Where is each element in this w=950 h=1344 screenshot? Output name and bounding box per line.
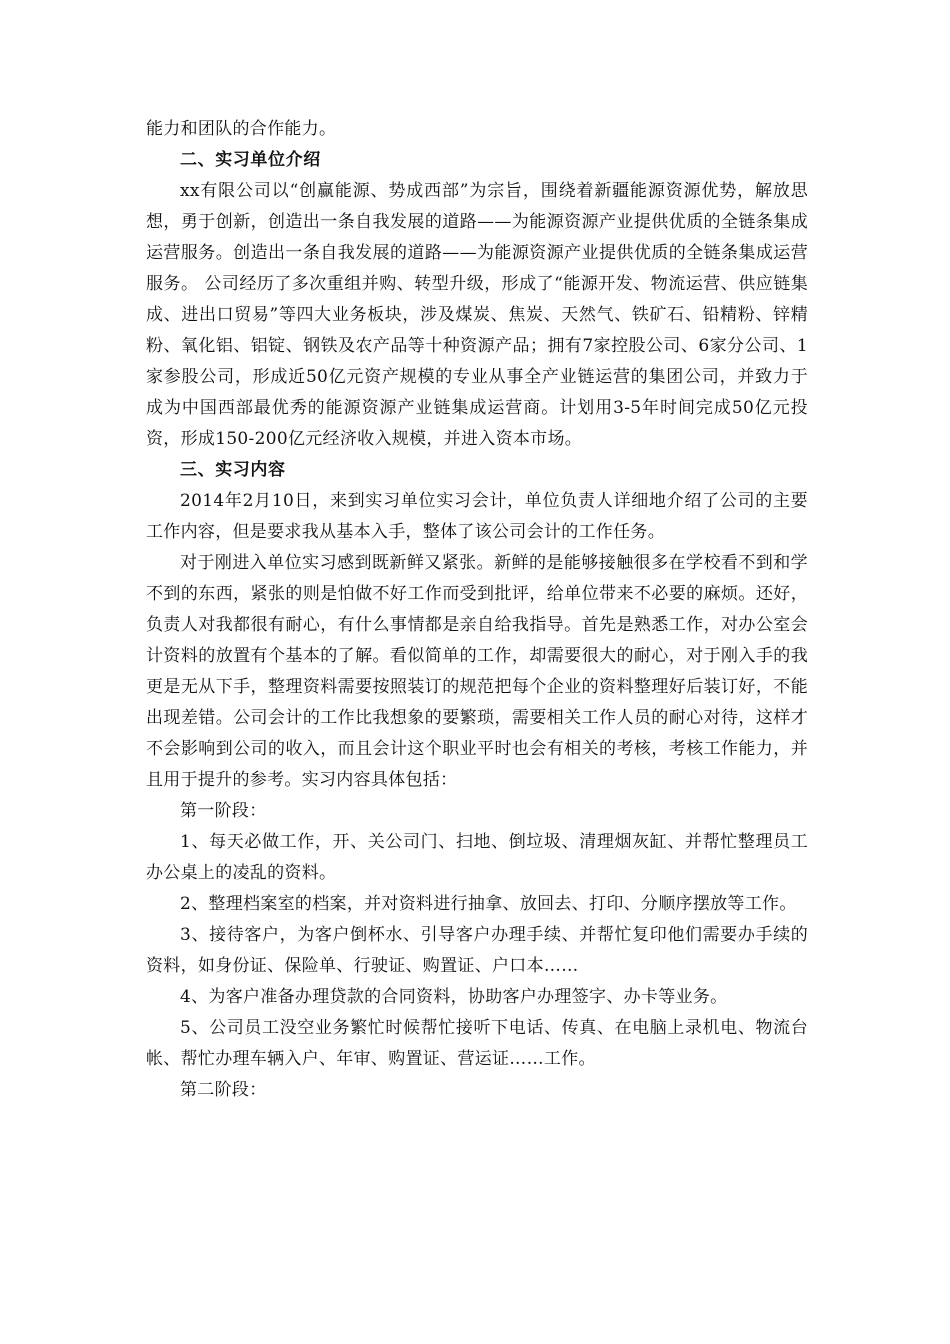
content-paragraph-2: 对于刚进入单位实习感到既新鲜又紧张。新鲜的是能够接触很多在学校看不到和学不到的东西，紧张的则是怕做不好工作而受到批评，给单位带来不必要的麻烦。还好，负责人对我都很有耐心，有什么事情都是亲自给我指导。首先是熟悉工作，对办公室会计资料的放置有个基本的了解。看似简单的工作，却需要很大的耐心，对于刚入手的我更是无从下手，整理资料需要按照装订的规范把每个企业的资料整理好后装订好，不能出现差错。公司会计的工作比我想象的要繁琐，需要相关工作人员的耐心对待，这样才不会影响到公司的收入，而且会计这个职业平时也会有相关的考核，考核工作能力，并且用于提升的参考。实习内容具体包括： bbox=[146, 553, 808, 790]
stage-2-label: 第二阶段： bbox=[180, 1080, 267, 1100]
continuation-text: 能力和团队的合作能力。 bbox=[146, 119, 337, 139]
document-page bbox=[146, 114, 808, 1106]
stage-1-label: 第一阶段： bbox=[180, 801, 267, 821]
list-item: 2、整理档案室的档案，并对资料进行抽拿、放回去、打印、分顺序摆放等工作。 bbox=[180, 894, 797, 914]
unit-intro-paragraph: xx有限公司以“创赢能源、势成西部”为宗旨，围绕着新疆能源资源优势，解放思想，勇于创新，创造出一条自我发展的道路——为能源资源产业提供优质的全链条集成运营服务。创造出一条自我发展的道路——为能源资源产业提供优质的全链条集成运营服务。 公司经历了多次重组并购、转型升级，形成了“能源开发、物流运营、供应链集成、进出口贸易”等四大业务板块，涉及煤炭、焦炭、天然气、铁矿石、铅精粉、锌精粉、氧化铝、铝锭、钢铁及农产品等十种资源产品；拥有7家控股公司、6家分公司、1家参股公司，形成近50亿元资产规模的专业从事全产业链运营的集团公司，并致力于成为中国西部最优秀的能源资源产业链集成运营商。计划用3-5年时间完成50亿元投资，形成150-200亿元经济收入规模，并进入资本市场。 bbox=[146, 181, 808, 449]
list-item: 1、每天必做工作，开、关公司门、扫地、倒垃圾、清理烟灰缸、并帮忙整理员工办公桌上的凌乱的资料。 bbox=[146, 832, 808, 883]
list-item: 5、公司员工没空业务繁忙时候帮忙接听下电话、传真、在电脑上录机电、物流台帐、帮忙办理车辆入户、年审、购置证、营运证……工作。 bbox=[146, 1018, 808, 1069]
content-paragraph-1: 2014年2月10日，来到实习单位实习会计，单位负责人详细地介绍了公司的主要工作内容，但是要求我从基本入手，整体了该公司会计的工作任务。 bbox=[146, 491, 808, 542]
section-heading-unit-intro: 二、实习单位介绍 bbox=[180, 150, 321, 170]
section-heading-content: 三、实习内容 bbox=[180, 460, 286, 480]
list-item: 3、接待客户，为客户倒杯水、引导客户办理手续、并帮忙复印他们需要办手续的资料，如身份证、保险单、行驶证、购置证、户口本…… bbox=[146, 925, 808, 976]
list-item: 4、为客户准备办理贷款的合同资料，协助客户办理签字、办卡等业务。 bbox=[180, 987, 728, 1007]
